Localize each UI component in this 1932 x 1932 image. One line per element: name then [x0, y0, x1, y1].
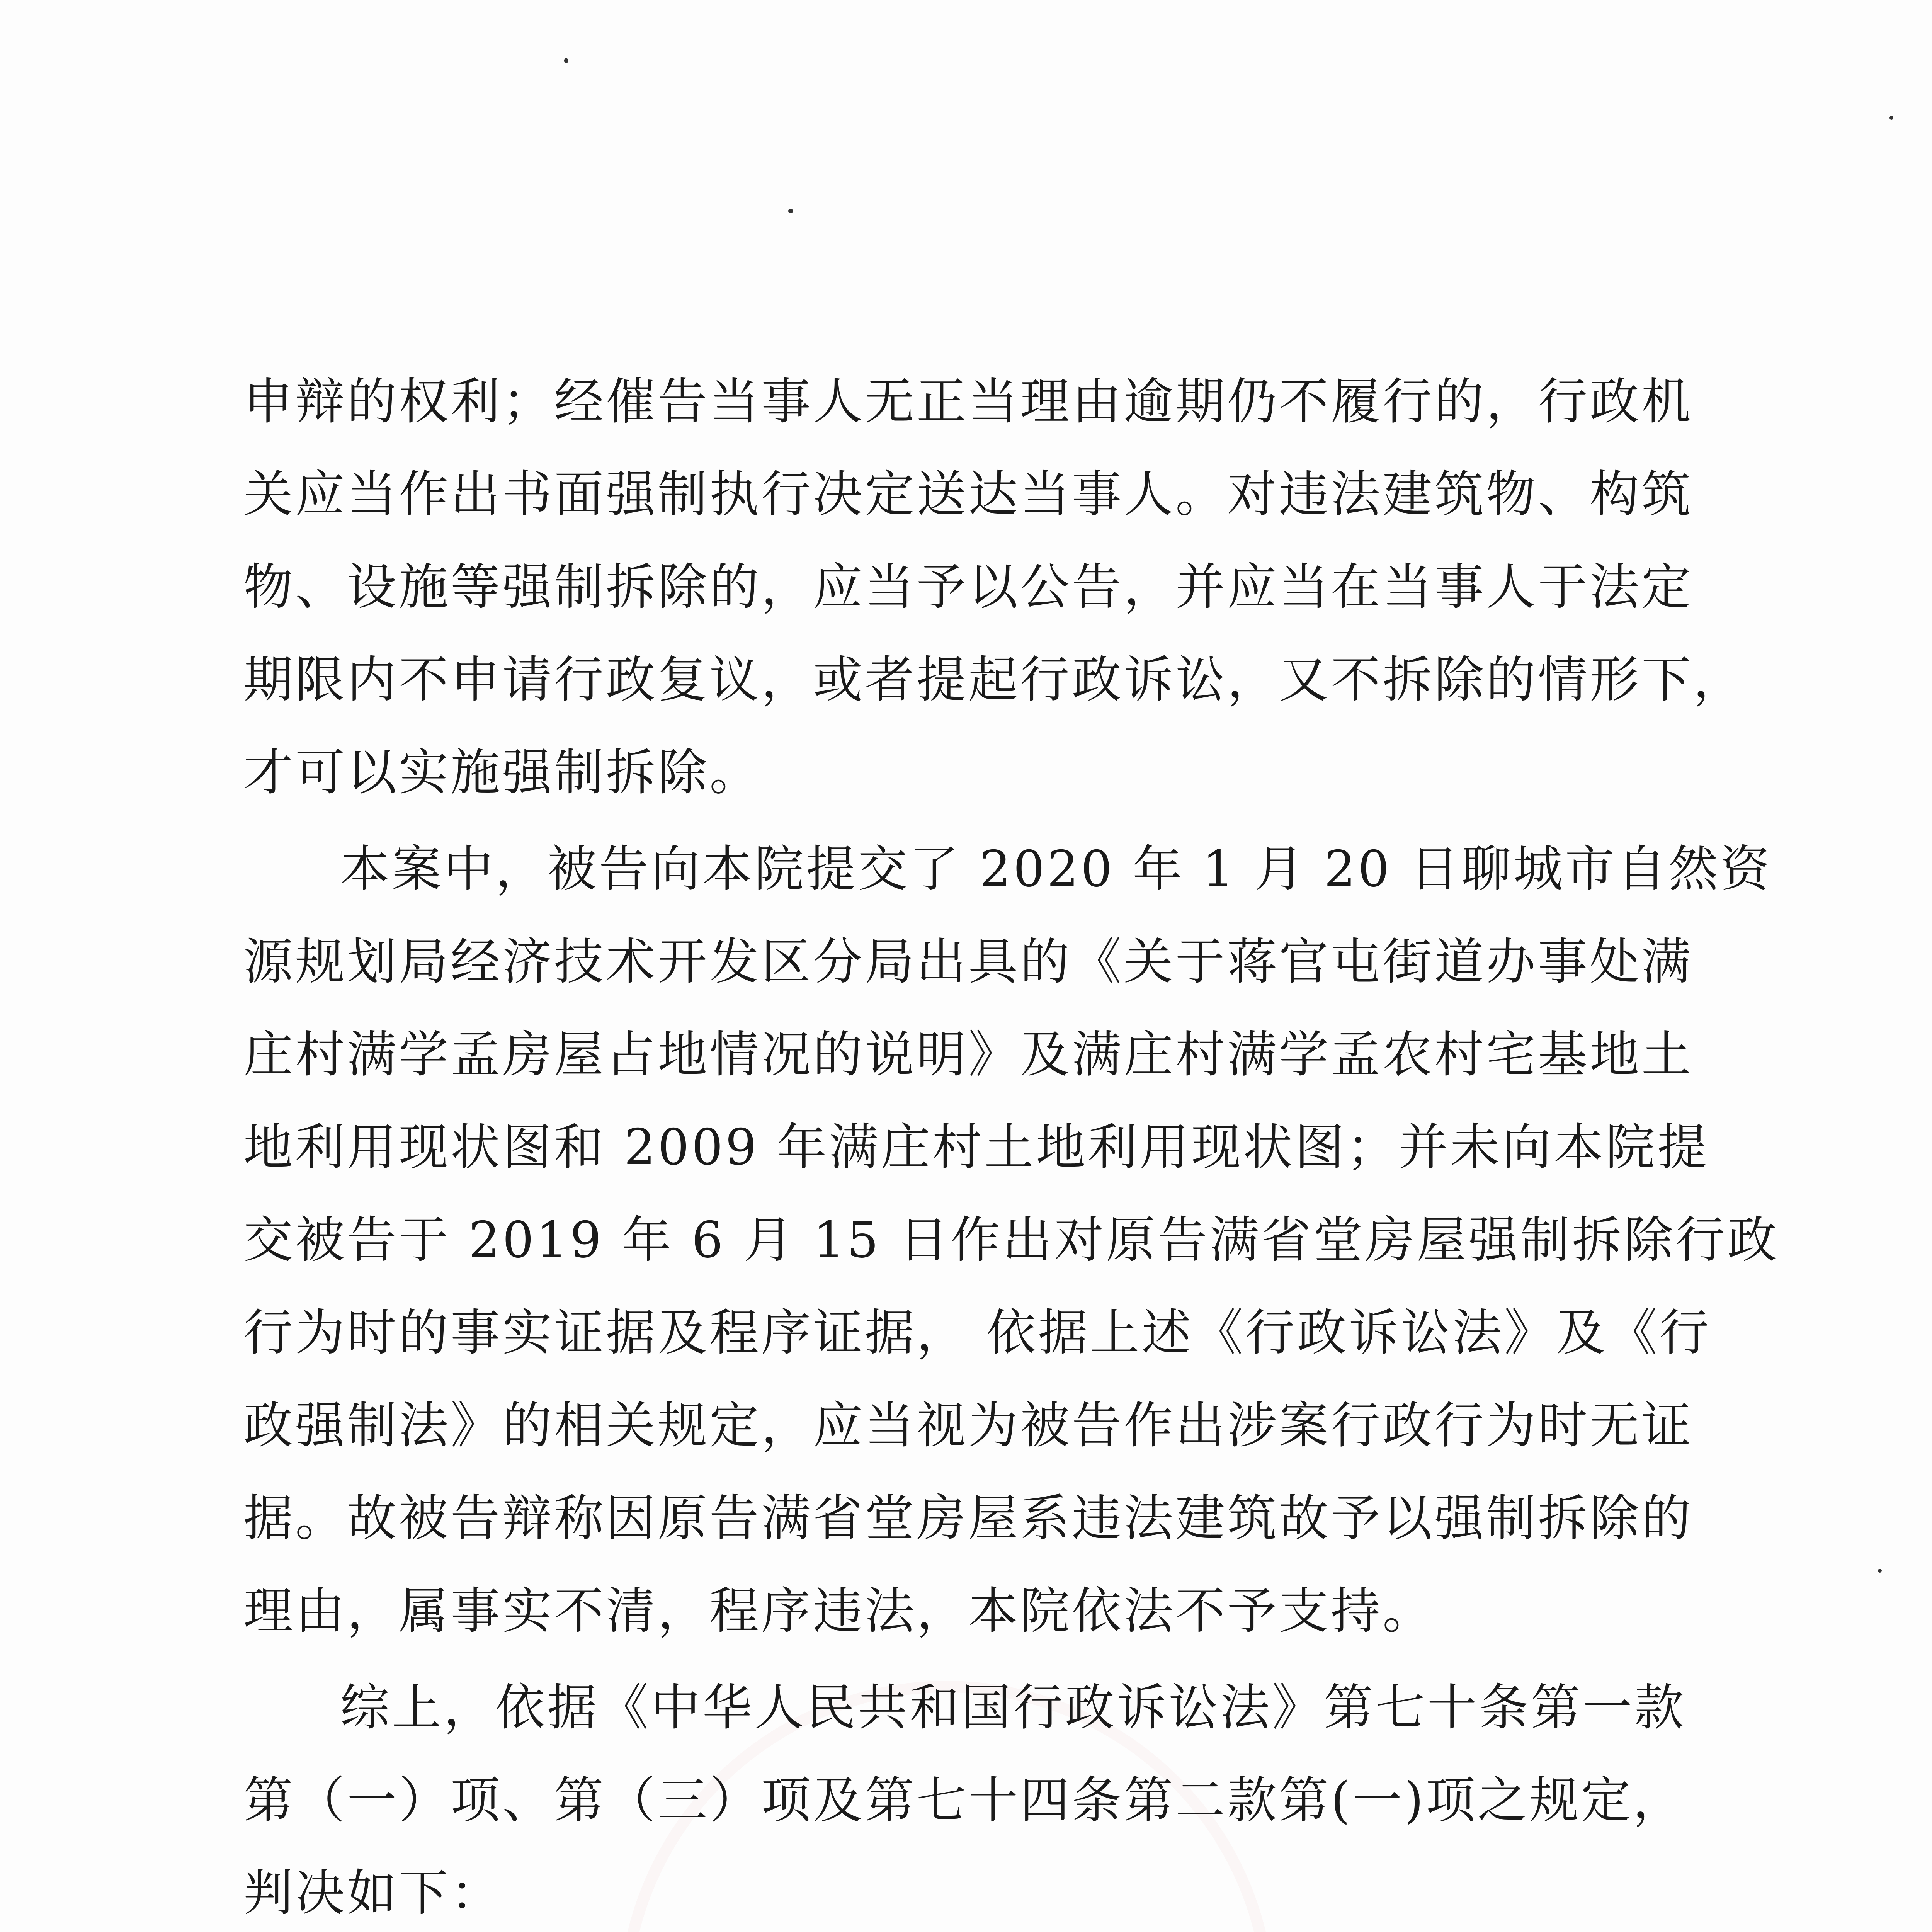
scan-speck	[564, 58, 568, 63]
text-line: 庄村满学孟房屋占地情况的说明》及满庄村满学孟农村宅基地土	[243, 1026, 1694, 1083]
text-line: 源规划局经济技术开发区分局出具的《关于蒋官屯街道办事处满	[243, 933, 1694, 991]
text-line: 物、设施等强制拆除的，应当予以公告，并应当在当事人于法定	[243, 558, 1694, 616]
text-line: 期限内不申请行政复议，或者提起行政诉讼，又不拆除的情形下，	[243, 651, 1745, 709]
text-line: 政强制法》的相关规定，应当视为被告作出涉案行政行为时无证	[243, 1397, 1694, 1454]
text-line: 判决如下：	[243, 1864, 503, 1922]
scan-speck	[788, 209, 793, 213]
text-line: 综上，依据《中华人民共和国行政诉讼法》第七十条第一款	[340, 1679, 1687, 1736]
text-line: 据。故被告辩称因原告满省堂房屋系违法建筑故予以强制拆除的	[243, 1490, 1694, 1547]
text-line: 第（一）项、第（三）项及第七十四条第二款第(一)项之规定，	[243, 1772, 1685, 1829]
text-line: 才可以实施强制拆除。	[243, 744, 762, 801]
text-line: 地利用现状图和 2009 年满庄村土地利用现状图；并未向本院提	[243, 1119, 1709, 1176]
text-line: 交被告于 2019 年 6 月 15 日作出对原告满省堂房屋强制拆除行政	[243, 1211, 1779, 1269]
text-line: 申辩的权利；经催告当事人无正当理由逾期仍不履行的，行政机	[243, 373, 1694, 430]
text-line: 行为时的事实证据及程序证据， 依据上述《行政诉讼法》及《行	[243, 1304, 1711, 1362]
text-line: 理由，属事实不清，程序违法，本院依法不予支持。	[243, 1582, 1435, 1640]
scan-speck	[1878, 1569, 1882, 1573]
text-line: 本案中，被告向本院提交了 2020 年 1 月 20 日聊城市自然资	[340, 840, 1772, 898]
scan-speck	[1889, 116, 1893, 120]
text-line: 关应当作出书面强制执行决定送达当事人。对违法建筑物、构筑	[243, 466, 1694, 523]
